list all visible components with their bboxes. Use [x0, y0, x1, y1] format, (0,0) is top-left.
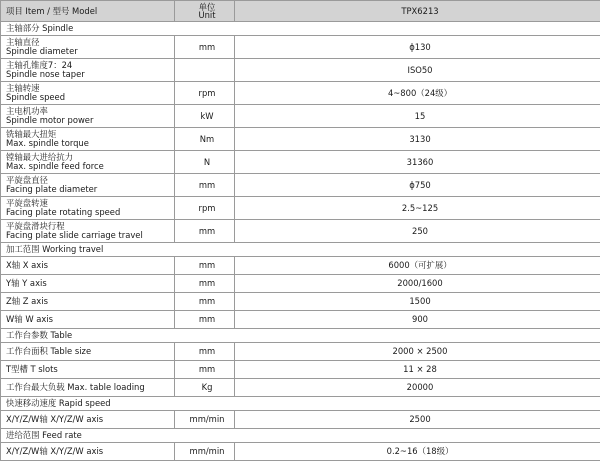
table-row — [1, 128, 600, 151]
row-label — [1, 105, 175, 128]
section-row — [1, 397, 600, 411]
table-row — [1, 220, 600, 243]
label-en: Spindle nose taper — [6, 70, 174, 79]
row-label: W轴 W axis — [1, 311, 175, 329]
label-en: Facing plate rotating speed — [6, 208, 174, 217]
row-unit: N — [175, 151, 235, 174]
table-row — [1, 36, 600, 59]
row-unit: mm — [175, 275, 235, 293]
row-unit — [175, 59, 235, 82]
row-label: 工作台最大负载 Max. table loading — [1, 379, 175, 397]
row-unit: mm — [175, 174, 235, 197]
label-zh: 平旋盘直径 — [6, 176, 174, 185]
label-en: Facing plate diameter — [6, 185, 174, 194]
row-value: 2000 × 2500 — [235, 343, 600, 361]
header-unit-en: Unit — [180, 11, 234, 19]
row-unit: mm — [175, 257, 235, 275]
row-unit: mm — [175, 343, 235, 361]
row-label: X/Y/Z/W轴 X/Y/Z/W axis — [1, 411, 175, 429]
section-row — [1, 243, 600, 257]
table-row — [1, 311, 600, 329]
row-label — [1, 59, 175, 82]
row-value: 0.2~16（18级） — [235, 443, 600, 461]
row-value: 20000 — [235, 379, 600, 397]
row-value: 3130 — [235, 128, 600, 151]
row-value: 6000（可扩展） — [235, 257, 600, 275]
label-zh: 镗轴最大进给抗力 — [6, 153, 174, 162]
section-row — [1, 329, 600, 343]
row-value: 15 — [235, 105, 600, 128]
row-value: ϕ130 — [235, 36, 600, 59]
table-row — [1, 343, 600, 361]
row-label: Y轴 Y axis — [1, 275, 175, 293]
table-row — [1, 443, 600, 461]
row-value: 900 — [235, 311, 600, 329]
row-label — [1, 151, 175, 174]
label-en: Spindle diameter — [6, 47, 174, 56]
row-value: 2500 — [235, 411, 600, 429]
row-value: 31360 — [235, 151, 600, 174]
label-en: Spindle speed — [6, 93, 174, 102]
section-title-feed: 进给范围 Feed rate — [1, 429, 600, 443]
row-label — [1, 197, 175, 220]
section-row — [1, 22, 600, 36]
row-unit: mm/min — [175, 443, 235, 461]
table-row — [1, 59, 600, 82]
row-unit: rpm — [175, 197, 235, 220]
header-unit — [175, 1, 235, 22]
table-row — [1, 293, 600, 311]
label-zh: 平旋盘滑块行程 — [6, 222, 174, 231]
row-label: T型槽 T slots — [1, 361, 175, 379]
row-unit: rpm — [175, 82, 235, 105]
table-row — [1, 275, 600, 293]
table-row — [1, 257, 600, 275]
label-en: Spindle motor power — [6, 116, 174, 125]
row-unit: mm — [175, 311, 235, 329]
row-unit: kW — [175, 105, 235, 128]
row-unit: mm — [175, 220, 235, 243]
section-title-spindle: 主轴部分 Spindle — [1, 22, 600, 36]
header-model: TPX6213 — [235, 1, 600, 22]
label-zh: 主轴孔锥度7：24 — [6, 61, 174, 70]
section-title-table: 工作台参数 Table — [1, 329, 600, 343]
table-row — [1, 105, 600, 128]
row-unit: mm/min — [175, 411, 235, 429]
row-label — [1, 220, 175, 243]
row-value: ISO50 — [235, 59, 600, 82]
row-unit: mm — [175, 361, 235, 379]
section-title-travel: 加工范围 Working travel — [1, 243, 600, 257]
row-value: 1500 — [235, 293, 600, 311]
row-label — [1, 82, 175, 105]
row-unit: Kg — [175, 379, 235, 397]
label-zh: 主轴直径 — [6, 38, 174, 47]
label-zh: 主电机功率 — [6, 107, 174, 116]
header-unit-zh: 单位 — [180, 3, 234, 11]
row-value: 11 × 28 — [235, 361, 600, 379]
row-unit: mm — [175, 293, 235, 311]
label-en: Max. spindle torque — [6, 139, 174, 148]
table-row — [1, 174, 600, 197]
row-label: 工作台面积 Table size — [1, 343, 175, 361]
header-row — [1, 1, 600, 22]
header-item: 项目 Item / 型号 Model — [1, 1, 175, 22]
table-row — [1, 411, 600, 429]
section-title-rapid: 快速移动速度 Rapid speed — [1, 397, 600, 411]
row-label: X/Y/Z/W轴 X/Y/Z/W axis — [1, 443, 175, 461]
label-zh: 铣轴最大扭矩 — [6, 130, 174, 139]
row-value: ϕ750 — [235, 174, 600, 197]
row-label: X轴 X axis — [1, 257, 175, 275]
row-label — [1, 174, 175, 197]
row-unit: mm — [175, 36, 235, 59]
row-value: 250 — [235, 220, 600, 243]
row-value: 2.5~125 — [235, 197, 600, 220]
table-row — [1, 151, 600, 174]
section-row — [1, 429, 600, 443]
row-label: Z轴 Z axis — [1, 293, 175, 311]
row-value: 2000/1600 — [235, 275, 600, 293]
row-unit: Nm — [175, 128, 235, 151]
row-label — [1, 36, 175, 59]
table-row — [1, 361, 600, 379]
label-en: Facing plate slide carriage travel — [6, 231, 174, 240]
table-row — [1, 82, 600, 105]
row-label — [1, 128, 175, 151]
table-row — [1, 379, 600, 397]
label-zh: 主轴转速 — [6, 84, 174, 93]
label-en: Max. spindle feed force — [6, 162, 174, 171]
row-value: 4~800（24级） — [235, 82, 600, 105]
table-row — [1, 197, 600, 220]
label-zh: 平旋盘转速 — [6, 199, 174, 208]
